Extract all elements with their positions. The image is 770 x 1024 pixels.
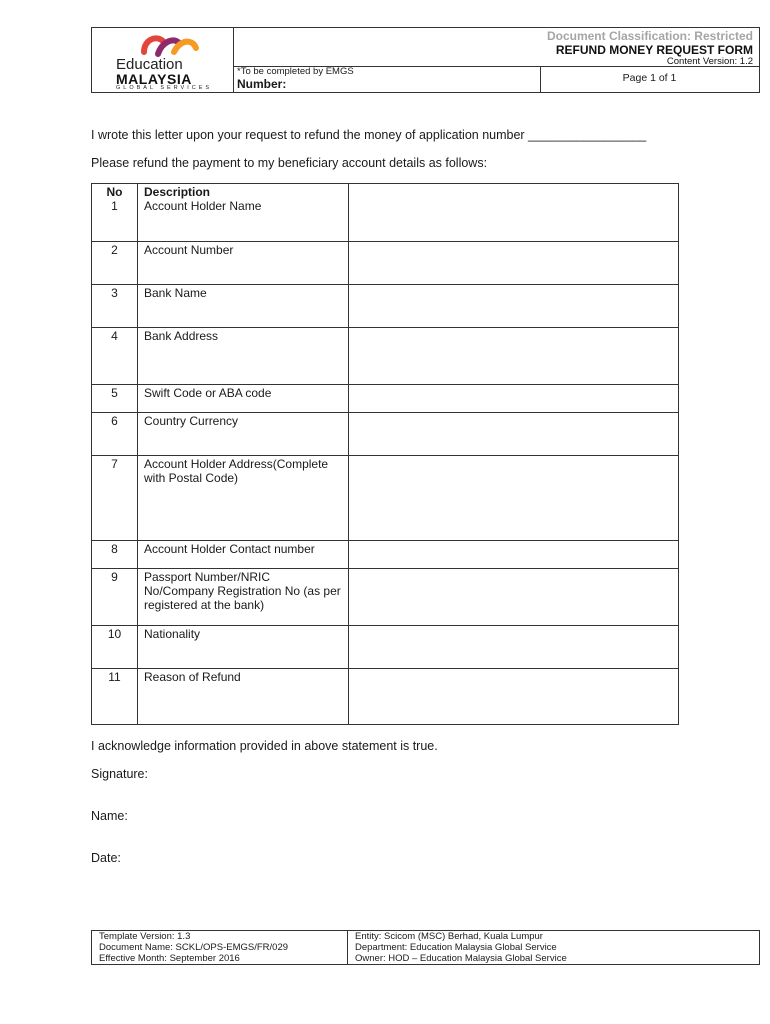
row-description: Nationality <box>138 625 349 668</box>
instruction-text: Please refund the payment to my beneficiary account details as follows: <box>91 156 488 170</box>
value-cell[interactable] <box>349 384 679 412</box>
table-row <box>92 384 679 412</box>
row-description: Reason of Refund <box>138 668 349 724</box>
template-version: Template Version: 1.3 <box>92 931 348 943</box>
table-header-row <box>92 184 679 200</box>
name-label: Name: <box>91 809 128 823</box>
document-header <box>91 27 760 93</box>
table-row <box>92 540 679 568</box>
department: Department: Education Malaysia Global Service <box>348 942 760 953</box>
effective-month: Effective Month: September 2016 <box>92 953 348 965</box>
value-cell[interactable] <box>349 568 679 625</box>
row-description: Passport Number/NRIC No/Company Registration No (as per registered at the bank) <box>138 568 349 625</box>
emgs-note: *To be completed by EMGS <box>237 66 354 77</box>
document-classification: Document Classification: Restricted <box>546 29 753 43</box>
table-row <box>92 412 679 455</box>
value-cell[interactable] <box>349 327 679 384</box>
value-cell[interactable] <box>349 284 679 327</box>
row-description: Swift Code or ABA code <box>138 384 349 412</box>
row-description: Bank Name <box>138 284 349 327</box>
logo-cell <box>92 28 234 92</box>
date-label: Date: <box>91 851 121 865</box>
document-footer <box>91 930 760 965</box>
table-row <box>92 241 679 284</box>
content-version: Content Version: 1.2 <box>666 56 753 67</box>
value-cell[interactable] <box>349 540 679 568</box>
acknowledge-text: I acknowledge information provided in above statement is true. <box>91 739 438 753</box>
footer-row <box>92 953 760 965</box>
value-cell[interactable] <box>349 455 679 540</box>
row-number: 8 <box>92 540 138 568</box>
row-description: Country Currency <box>138 412 349 455</box>
row-number: 3 <box>92 284 138 327</box>
value-cell[interactable] <box>349 668 679 724</box>
logo-text-global-services: GLOBAL SERVICES <box>116 85 213 91</box>
logo-text-education: Education <box>116 56 183 73</box>
value-cell[interactable] <box>349 412 679 455</box>
entity: Entity: Scicom (MSC) Berhad, Kuala Lumpur <box>348 931 760 943</box>
footer-row <box>92 931 760 943</box>
form-title: REFUND MONEY REQUEST FORM <box>555 43 753 57</box>
value-cell[interactable] <box>349 241 679 284</box>
table-row <box>92 455 679 540</box>
intro-text: I wrote this letter upon your request to refund the money of application number _________________ <box>91 128 647 142</box>
table-row <box>92 284 679 327</box>
footer-row <box>92 942 760 953</box>
page-number: Page 1 of 1 <box>622 72 677 84</box>
logo-text-malaysia: MALAYSIA <box>116 71 192 87</box>
row-number: 4 <box>92 327 138 384</box>
page-cell <box>540 66 759 92</box>
col-no-header: No <box>92 184 138 200</box>
table-row <box>92 625 679 668</box>
table-row <box>92 568 679 625</box>
row-description: Account Holder Contact number <box>138 540 349 568</box>
col-description-header: Description <box>138 184 349 200</box>
row-number: 1 <box>92 199 138 241</box>
row-number: 6 <box>92 412 138 455</box>
header-title-cell <box>233 28 759 67</box>
number-label: Number: <box>237 77 287 91</box>
row-description: Account Holder Address(Complete with Postal Code) <box>138 455 349 540</box>
signature-label: Signature: <box>91 767 148 781</box>
table-row <box>92 668 679 724</box>
value-cell[interactable] <box>349 625 679 668</box>
row-number: 7 <box>92 455 138 540</box>
row-number: 10 <box>92 625 138 668</box>
row-number: 2 <box>92 241 138 284</box>
table-row <box>92 327 679 384</box>
beneficiary-table <box>91 183 679 725</box>
row-number: 11 <box>92 668 138 724</box>
row-description: Account Holder Name <box>138 199 349 241</box>
document-name: Document Name: SCKL/OPS-EMGS/FR/029 <box>92 942 348 953</box>
row-number: 5 <box>92 384 138 412</box>
value-cell[interactable] <box>349 184 679 242</box>
row-number: 9 <box>92 568 138 625</box>
owner: Owner: HOD – Education Malaysia Global Service <box>348 953 760 965</box>
row-description: Bank Address <box>138 327 349 384</box>
row-description: Account Number <box>138 241 349 284</box>
number-cell <box>233 66 541 92</box>
